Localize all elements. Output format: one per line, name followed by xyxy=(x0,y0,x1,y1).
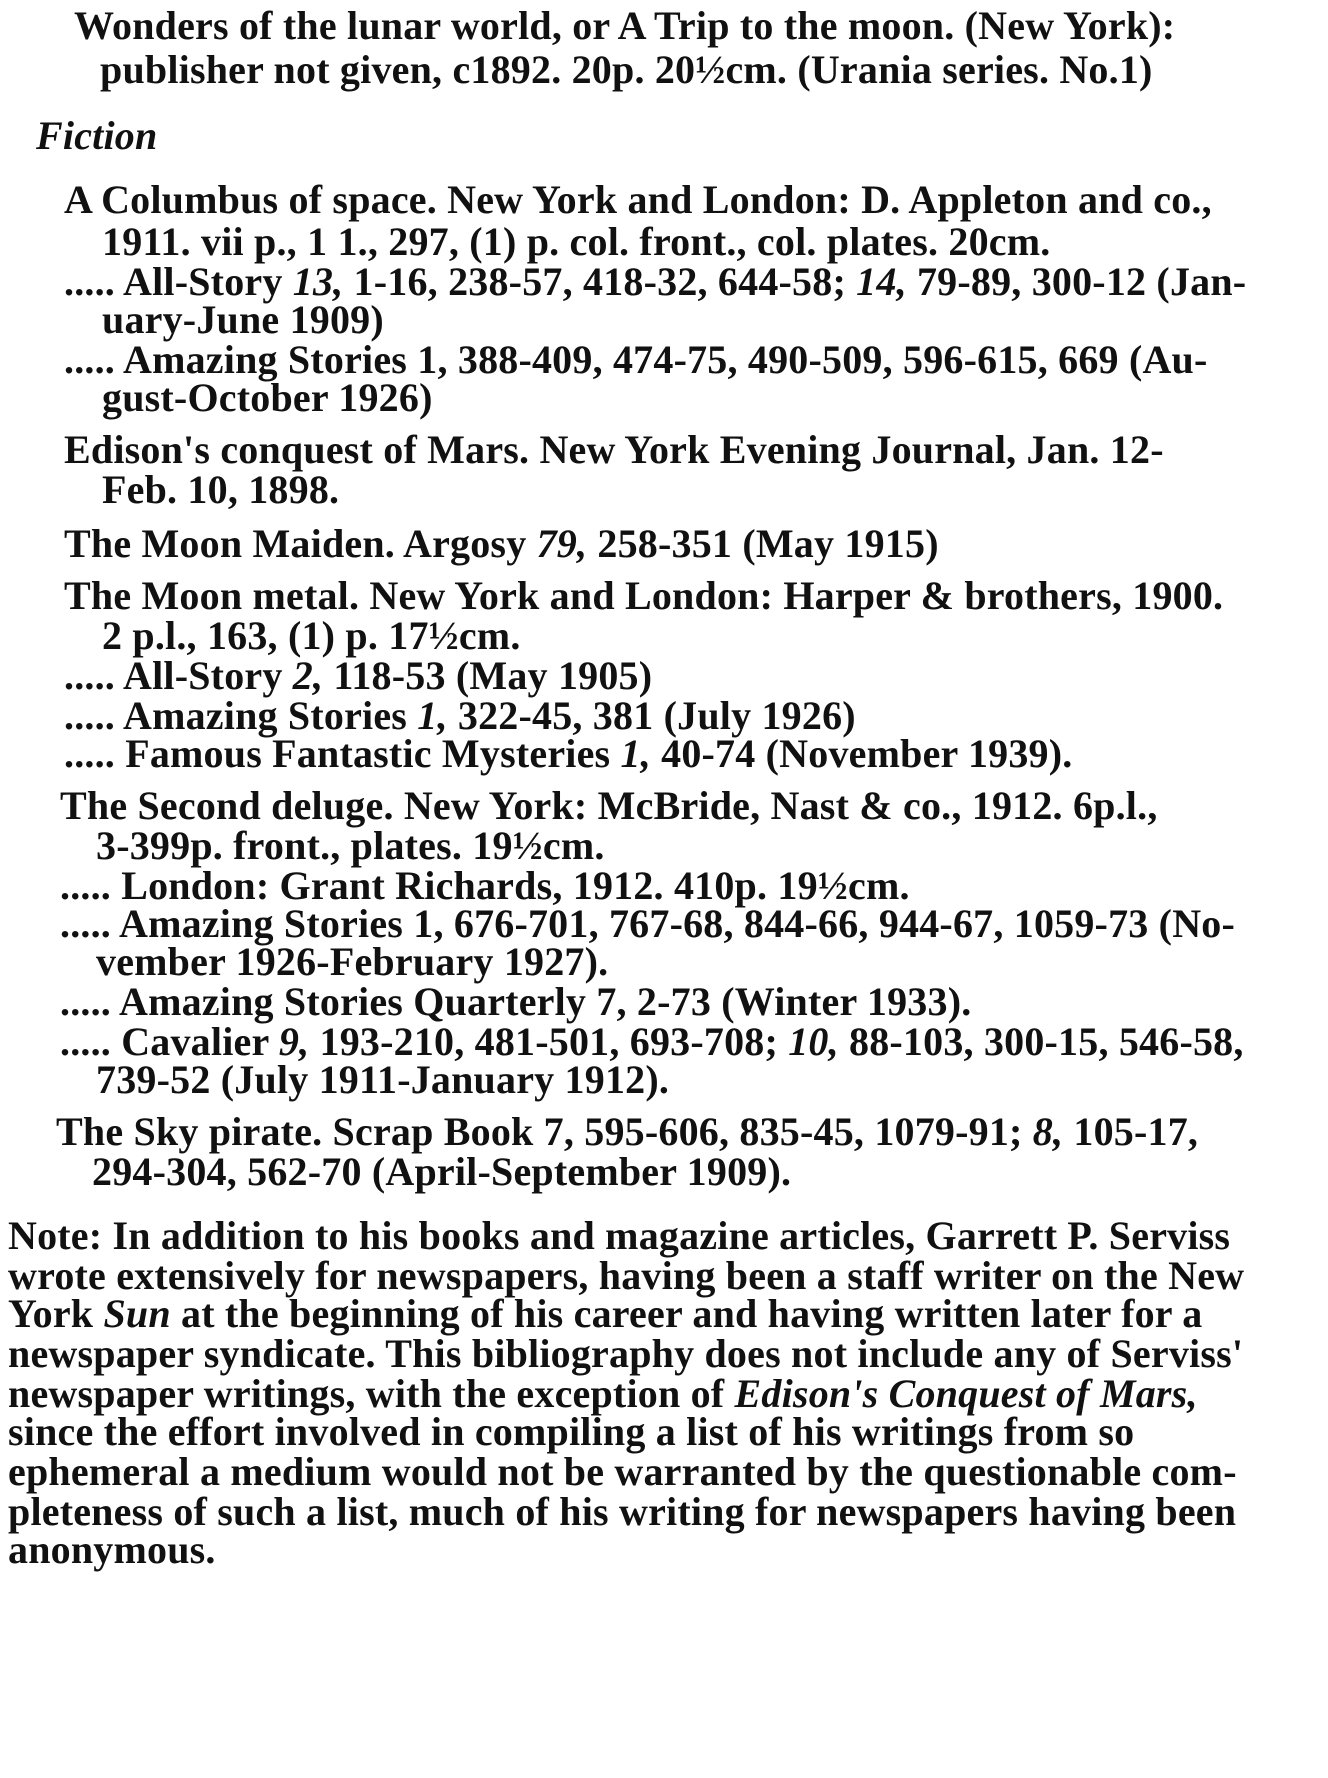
note-line-3: York Sun at the beginning of his career and having written later for a xyxy=(8,1291,1203,1336)
entry-second-deluge-sub-2-line-2: vember 1926-February 1927). xyxy=(96,939,609,984)
entry-columbus-sub-1-line-2: uary-June 1909) xyxy=(102,297,384,342)
entry-edison-line-2: Feb. 10, 1898. xyxy=(102,467,340,512)
entry-moon-metal-line-2: 2 p.l., 163, (1) p. 17½cm. xyxy=(102,613,521,658)
top-entry-line-2: publisher not given, c1892. 20p. 20½cm. (Urania series. No.1) xyxy=(100,47,1153,92)
note-line-5: newspaper writings, with the exception of Edison's Conquest of Mars, xyxy=(8,1371,1198,1416)
note-line-7: ephemeral a medium would not be warranted by the questionable com- xyxy=(8,1449,1237,1494)
entry-columbus-sub-2: ..... Amazing Stories 1, 388-409, 474-75, 490-509, 596-615, 669 (Au- xyxy=(64,337,1208,382)
entry-second-deluge-sub-4-line-2: 739-52 (July 1911-January 1912). xyxy=(96,1057,670,1102)
note-line-4: newspaper syndicate. This bibliography does not include any of Serviss' xyxy=(8,1331,1244,1376)
entry-second-deluge-line-1: The Second deluge. New York: McBride, Nast & co., 1912. 6p.l., xyxy=(60,783,1158,828)
note-line-9: anonymous. xyxy=(8,1527,216,1572)
entry-sky-pirate-line-2: 294-304, 562-70 (April-September 1909). xyxy=(92,1149,792,1194)
note-line-1: Note: In addition to his books and magazine articles, Garrett P. Serviss xyxy=(8,1213,1231,1258)
top-entry-line-1: Wonders of the lunar world, or A Trip to the moon. (New York): xyxy=(74,3,1176,48)
entry-moon-metal-sub-2: ..... Amazing Stories 1, 322-45, 381 (July 1926) xyxy=(64,693,856,738)
entry-moon-metal-sub-1: ..... All-Story 2, 118-53 (May 1905) xyxy=(64,653,653,698)
note-line-2: wrote extensively for newspapers, having been a staff writer on the New xyxy=(8,1253,1245,1298)
section-heading: Fiction xyxy=(36,113,158,158)
entry-second-deluge-sub-4: ..... Cavalier 9, 193-210, 481-501, 693-708; 10, 88-103, 300-15, 546-58, xyxy=(60,1019,1244,1064)
entry-columbus-line-2: 1911. vii p., 1 1., 297, (1) p. col. front., col. plates. 20cm. xyxy=(102,219,1051,264)
entry-moon-metal-line-1: The Moon metal. New York and London: Harper & brothers, 1900. xyxy=(64,573,1224,618)
entry-columbus-line-1: A Columbus of space. New York and London: D. Appleton and co., xyxy=(64,177,1212,222)
note-line-8: pleteness of such a list, much of his writing for newspapers having been xyxy=(8,1489,1237,1534)
entry-columbus-sub-2-line-2: gust-October 1926) xyxy=(102,375,433,420)
note-line-6: since the effort involved in compiling a list of his writings from so xyxy=(8,1409,1135,1454)
entry-columbus-sub-1: ..... All-Story 13, 1-16, 238-57, 418-32, 644-58; 14, 79-89, 300-12 (Jan- xyxy=(64,259,1247,304)
entry-second-deluge-sub-2: ..... Amazing Stories 1, 676-701, 767-68, 844-66, 944-67, 1059-73 (No- xyxy=(60,901,1235,946)
entry-second-deluge-sub-3: ..... Amazing Stories Quarterly 7, 2-73 (Winter 1933). xyxy=(60,979,972,1024)
entry-edison-line-1: Edison's conquest of Mars. New York Evening Journal, Jan. 12- xyxy=(64,427,1164,472)
entry-sky-pirate-line-1: The Sky pirate. Scrap Book 7, 595-606, 835-45, 1079-91; 8, 105-17, xyxy=(56,1109,1199,1154)
entry-second-deluge-sub-1: ..... London: Grant Richards, 1912. 410p. 19½cm. xyxy=(60,863,910,908)
entry-second-deluge-line-2: 3-399p. front., plates. 19½cm. xyxy=(96,823,605,868)
entry-moon-maiden: The Moon Maiden. Argosy 79, 258-351 (May 1915) xyxy=(64,521,939,566)
entry-moon-metal-sub-3: ..... Famous Fantastic Mysteries 1, 40-74 (November 1939). xyxy=(64,731,1073,776)
